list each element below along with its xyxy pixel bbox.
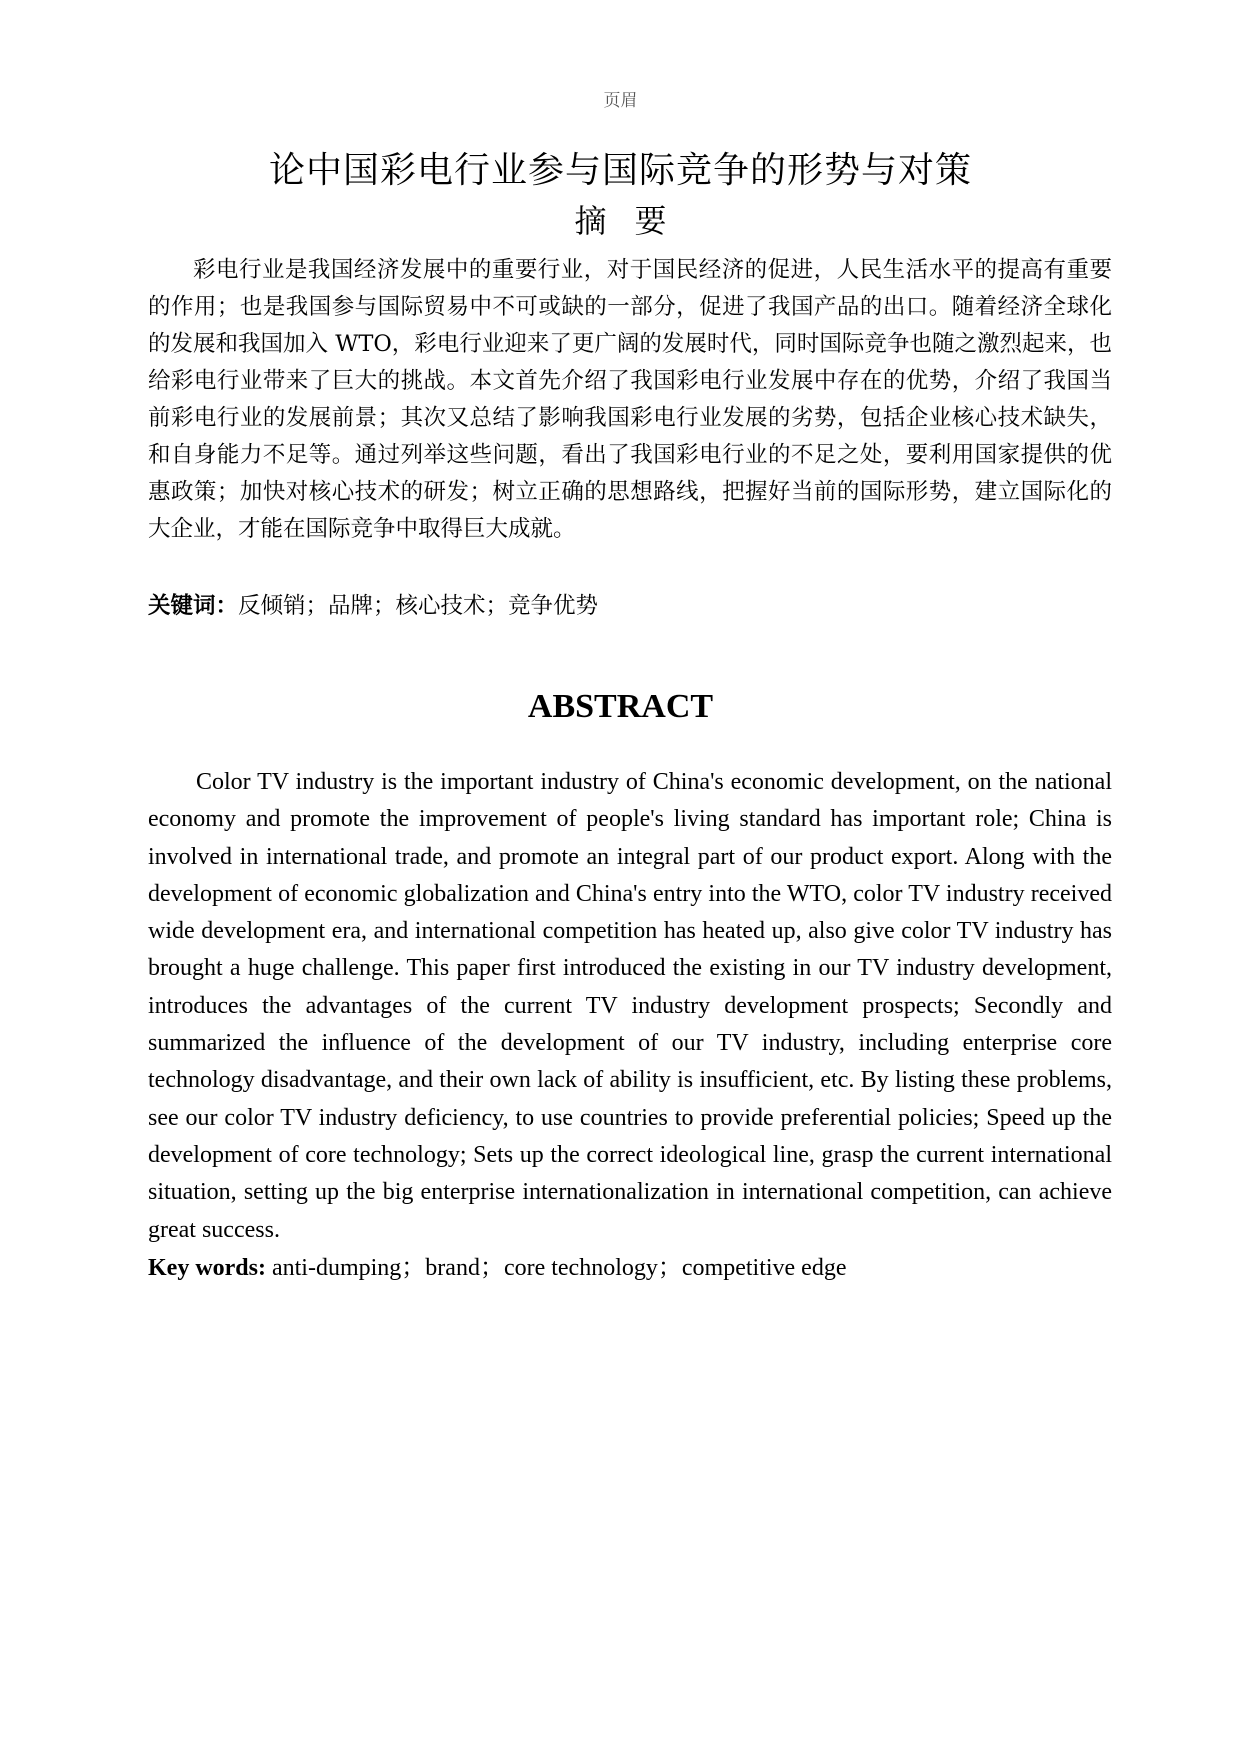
abstract-en-keywords — [148, 1250, 1112, 1287]
abstract-cn-keywords — [148, 588, 1112, 625]
abstract-cn-body: 彩电行业是我国经济发展中的重要行业，对于国民经济的促进，人民生活水平的提高有重要的作用；也是我国参与国际贸易中不可或缺的一部分，促进了我国产品的出口。随着经济全球化的发展和我国加入 WTO，彩电行业迎来了更广阔的发展时代，同时国际竞争也随之激烈起来，也给彩电行业带来了巨大的挑战。本文首先介绍了我国彩电行业发展中存在的优势，介绍了我国当前彩电行业的发展前景；其次又总结了影响我国彩电行业发展的劣势，包括企业核心技术缺失，和自身能力不足等。通过列举这些问题，看出了我国彩电行业的不足之处，要利用国家提供的优惠政策；加快对核心技术的研发；树立正确的思想路线，把握好当前的国际形势，建立国际化的大企业，才能在国际竞争中取得巨大成就。 — [148, 257, 1112, 542]
keywords-cn-values: 反倾销；品牌；核心技术；竞争优势 — [238, 593, 599, 619]
keywords-en-values: anti-dumping；brand；core technology；competitive edge — [265, 1255, 847, 1281]
page-header: 页眉 — [603, 91, 638, 111]
keywords-en-label: Key words: — [148, 1255, 266, 1281]
keywords-cn-label: 关键词： — [148, 593, 239, 619]
abstract-en-heading: ABSTRACT — [527, 688, 714, 725]
abstract-en-body: Color TV industry is the important industry of China's economic development, on the national economy and promote the improvement of people's living standard has important role; China is involved in international trade, and promote an integral part of our product export. Along with the development of economic globalization and China's entry into the WTO, color TV industry received wide development era, and international competition has heated up, also give color TV industry has brought a huge challenge. This paper first introduced the existing in our TV industry development, introduces the advantages of the current TV industry development prospects; Secondly and summarized the influence of the development of our TV industry, including enterprise core technology disadvantage, and their own lack of ability is insufficient, etc. By listing these problems, see our color TV industry deficiency, to use countries to provide preferential policies; Speed up the development of core technology; Sets up the correct ideological line, grasp the current international situation, setting up the big enterprise internationalization in international competition, can achieve great success. — [148, 769, 1112, 1243]
document-title: 论中国彩电行业参与国际竞争的形势与对策 — [268, 150, 972, 191]
abstract-cn-heading: 摘要 — [574, 202, 695, 240]
